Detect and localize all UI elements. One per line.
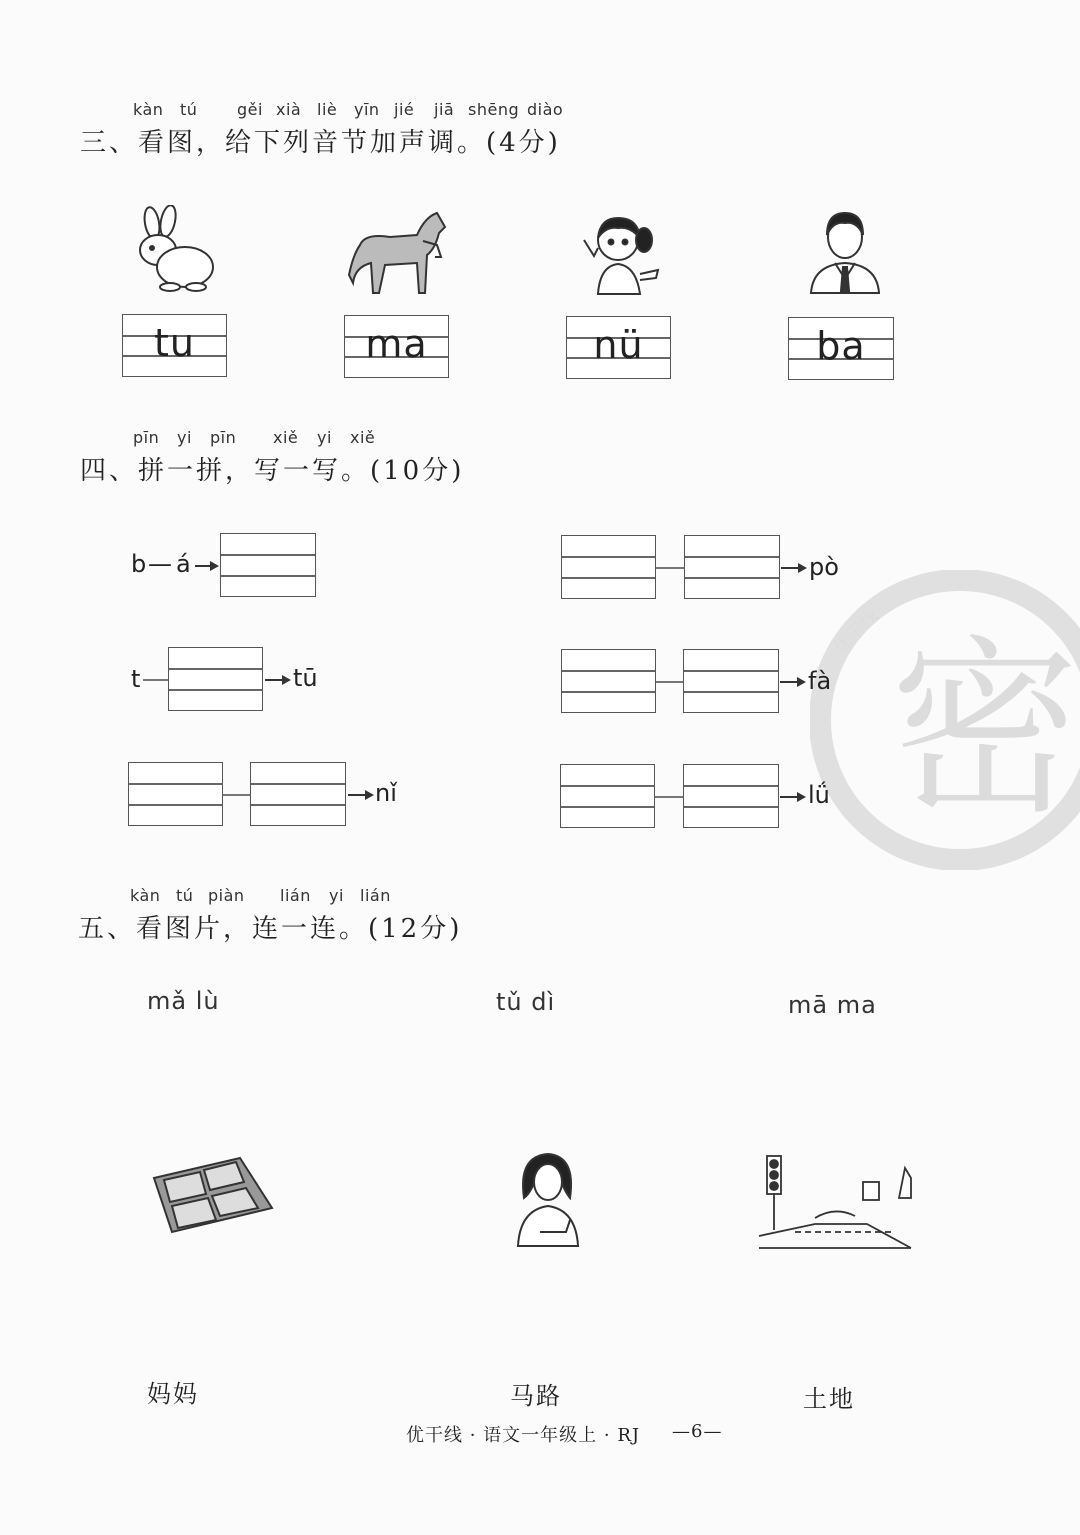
initial-b: b [131,550,147,578]
arrow-6 [780,796,804,798]
word-hanzi-malu[interactable]: 马路 [510,1382,562,1410]
pinyin-pian: piàn [208,886,245,905]
section-3-title: 三、看图，给下列音节加声调。(4分) [80,128,561,158]
road-icon[interactable] [755,1148,915,1260]
girl-icon [578,208,663,302]
stamp-small-text: 优干线 [829,605,883,659]
field-icon[interactable] [150,1150,275,1239]
pinyin-tu-5: tú [176,886,194,905]
pinyin-xie-2: xiě [350,428,376,447]
watermark-stamp [810,570,1080,870]
connector-lu [655,796,683,798]
initial-t: t [131,665,141,693]
dash-1: — [148,550,172,578]
write-box-initial-po[interactable] [561,535,656,599]
pinyin-tu: tú [180,100,198,119]
section-5-title: 五、看图片，连一连。(12分) [78,914,463,944]
write-box-ba[interactable] [220,533,316,597]
horse-icon [345,205,450,304]
connector-t [143,679,168,681]
pinyin-pin-2: pīn [210,428,237,447]
pinyin-jie: jié [394,100,415,119]
mother-icon[interactable] [510,1148,585,1252]
write-box-final-lu[interactable] [683,764,779,828]
pinyin-lian: lián [280,886,311,905]
pinyin-lian-2: lián [360,886,391,905]
arrow-3 [348,794,372,796]
write-box-final-po[interactable] [684,535,780,599]
page-number: —6— [672,1421,723,1442]
write-box-final-fa[interactable] [683,649,779,713]
pinyin-gei: gěi [237,100,263,119]
pinyin-kan: kàn [133,100,164,119]
syllable-nu: nü [593,323,644,367]
result-tu: tū [293,664,318,692]
syllable-ma: ma [365,322,428,366]
word-pinyin-tudi[interactable]: tǔ dì [496,988,556,1016]
result-po: pò [809,553,839,581]
word-hanzi-mama[interactable]: 妈妈 [147,1380,199,1408]
pinyin-sheng: shēng [468,100,520,119]
tone-box-tu[interactable] [122,314,227,377]
man-icon [805,205,885,299]
pinyin-pin: pīn [133,428,160,447]
write-box-initial-fa[interactable] [561,649,656,713]
write-box-final-tu[interactable] [168,647,263,711]
tone-box-ma[interactable] [344,315,449,378]
arrow-5 [780,681,804,683]
arrow-2 [265,679,289,681]
pinyin-lie: liè [317,100,338,119]
pinyin-yi: yi [177,428,192,447]
pinyin-jia: jiā [434,100,455,119]
word-hanzi-tudi[interactable]: 土地 [803,1385,855,1413]
pinyin-xie: xiě [273,428,299,447]
word-pinyin-malu[interactable]: mǎ lù [147,987,220,1015]
result-fa: fà [808,667,832,695]
pinyin-diao: diào [527,100,564,119]
pinyin-yin: yīn [354,100,380,119]
write-box-initial-lu[interactable] [560,764,655,828]
word-pinyin-mama[interactable]: mā ma [788,991,877,1019]
pinyin-xia: xià [276,100,302,119]
pinyin-yi-5: yi [329,886,344,905]
connector-po [656,567,684,569]
tone-box-ba[interactable] [788,317,894,380]
tone-box-nu[interactable] [566,316,671,379]
write-box-final-ni[interactable] [250,762,346,826]
write-box-initial-ni[interactable] [128,762,223,826]
syllable-tu: tu [154,321,195,365]
stamp-char: 密 [889,619,1080,840]
result-lu: lǘ [808,781,830,809]
section-4-title: 四、拼一拼，写一写。(10分) [80,456,465,486]
rabbit-icon [130,205,220,299]
result-ni: nǐ [375,779,397,807]
pinyin-kan-5: kàn [130,886,161,905]
arrow-1 [195,565,217,567]
pinyin-yi-2: yi [317,428,332,447]
connector-fa [656,681,684,683]
connector-ni [223,794,251,796]
footer-text: 优干线 · 语文一年级上 · RJ [406,1425,641,1446]
syllable-ba: ba [816,324,866,368]
final-a: á [176,550,191,578]
arrow-4 [781,567,805,569]
